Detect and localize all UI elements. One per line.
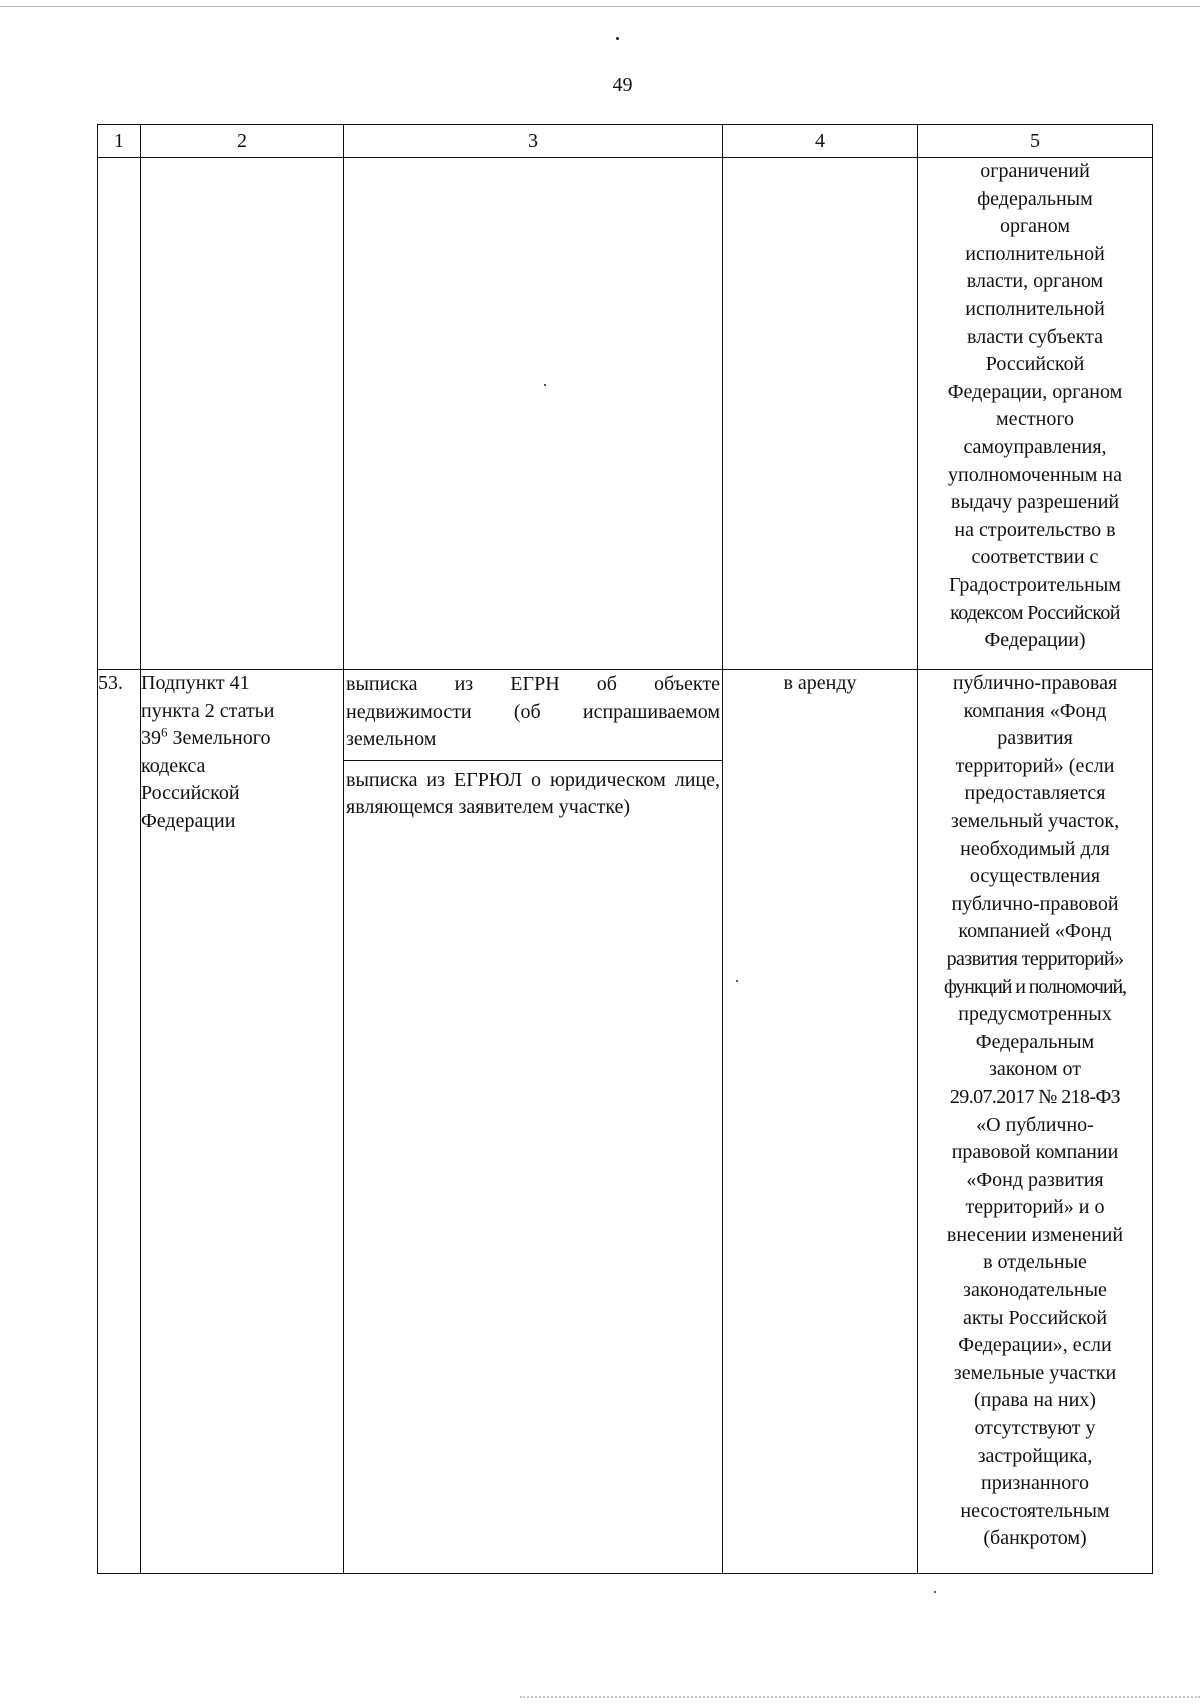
text-line: предусмотренных (958, 1003, 1112, 1026)
text-line: «О публично- (976, 1113, 1094, 1136)
text-line: исполнительной (965, 297, 1105, 320)
text-line: предоставляется (964, 782, 1106, 805)
text-line: Подпункт 41 (141, 672, 250, 694)
text-line: самоуправления, (963, 435, 1107, 458)
text-line: в отдельные (983, 1251, 1087, 1274)
article-superscript: 6 (161, 724, 168, 740)
text-line: Градостроительным (949, 573, 1121, 596)
text-line: земельный участок, (950, 809, 1120, 832)
document-egrn: выписка из ЕГРН об объекте недвижимости (об испрашиваемом земельном (346, 673, 720, 751)
legal-basis-cell (141, 670, 344, 1574)
text-line: пункта 2 статьи (141, 699, 275, 722)
text-line: акты Российской (962, 1306, 1108, 1329)
text-line: законодательные (963, 1279, 1107, 1302)
text-line: компания «Фонд (963, 699, 1107, 722)
text-line: развития (997, 727, 1073, 750)
text-line: местного (995, 408, 1075, 431)
text-line: необходимый для (960, 837, 1110, 860)
text-line: Федерации) (984, 629, 1086, 652)
article-suffix: Земельного (167, 727, 271, 750)
header-cell-4: 4 (723, 125, 918, 158)
applicant-cell (918, 670, 1153, 1574)
text-line: Федерации», если (958, 1334, 1112, 1357)
text-line: осуществления (969, 865, 1101, 888)
text-line: органом (999, 215, 1071, 238)
text-line: внесении изменений (946, 1223, 1124, 1246)
cell-empty (141, 158, 344, 670)
scan-edge-line (520, 1696, 1200, 1699)
applicant-continuation-cell (918, 158, 1153, 670)
cell-empty (344, 158, 723, 670)
row-number-cell: 53. (98, 670, 141, 1574)
header-cell-2: 2 (141, 125, 344, 158)
document-table (97, 124, 1153, 1574)
text-line: отсутствуют у (974, 1417, 1096, 1440)
table-row-continuation (98, 158, 1153, 670)
text-line: Российской (985, 353, 1085, 376)
text-line: (банкротом) (983, 1527, 1087, 1550)
documents-cell (344, 670, 723, 1574)
document-egrul: выписка из ЕГРЮЛ о юридическом лице, являющемся заявителем участке) (344, 760, 722, 828)
text-line: «Фонд развития (966, 1168, 1104, 1191)
text-line: территорий» (если (955, 754, 1115, 777)
text-line: кодексом Российской (950, 601, 1120, 624)
text-line: уполномоченным на (948, 463, 1122, 486)
text-line: Федерации (141, 809, 236, 832)
text-line: Российской (141, 782, 240, 805)
text-line: (права на них) (974, 1389, 1096, 1412)
cell-empty (98, 158, 141, 670)
right-type-cell: в аренду (723, 670, 918, 1574)
text-line: выдачу разрешений (950, 491, 1120, 514)
text-line: земельные участки (953, 1361, 1117, 1384)
cell-empty (723, 158, 918, 670)
text-line: кодекса (141, 754, 206, 777)
text-line: 29.07.2017 № 218-ФЗ (949, 1085, 1121, 1108)
scan-speck (616, 37, 619, 40)
text-line: власти, органом (966, 270, 1104, 293)
text-line: Федерации, органом (947, 380, 1123, 403)
text-line: развития территорий» (946, 947, 1124, 970)
text-line: законом от (989, 1058, 1081, 1081)
text-line: Федеральным (975, 1030, 1095, 1053)
text-line: публично-правовой (951, 892, 1119, 915)
text-line: федеральным (977, 187, 1093, 210)
text-line: власти субъекта (967, 325, 1103, 348)
text-line: исполнительной (965, 242, 1105, 265)
text-line: функций и полномочий, (944, 975, 1126, 998)
article-number: 39 (141, 727, 161, 750)
text-line: признанного (981, 1472, 1089, 1495)
text-line: территорий» и о (965, 1196, 1105, 1219)
text-line (141, 725, 343, 753)
table-header-row (98, 125, 1153, 158)
text-line: ограничений (980, 160, 1090, 182)
text-line: на строительство в (954, 518, 1116, 541)
text-line: компанией «Фонд (958, 920, 1112, 943)
text-line: застройщика, (977, 1444, 1093, 1467)
table-row-53 (98, 670, 1153, 1574)
header-cell-3: 3 (344, 125, 723, 158)
text-line: несостоятельным (960, 1499, 1110, 1522)
header-cell-5: 5 (918, 125, 1153, 158)
text-line: соответствии с (971, 546, 1099, 569)
text-line: публично-правовая (952, 672, 1118, 694)
scan-edge-line (0, 6, 1200, 7)
page-number: 49 (612, 74, 633, 96)
scan-speck (934, 1591, 936, 1593)
text-line: правовой компании (951, 1141, 1119, 1164)
header-cell-1: 1 (98, 125, 141, 158)
